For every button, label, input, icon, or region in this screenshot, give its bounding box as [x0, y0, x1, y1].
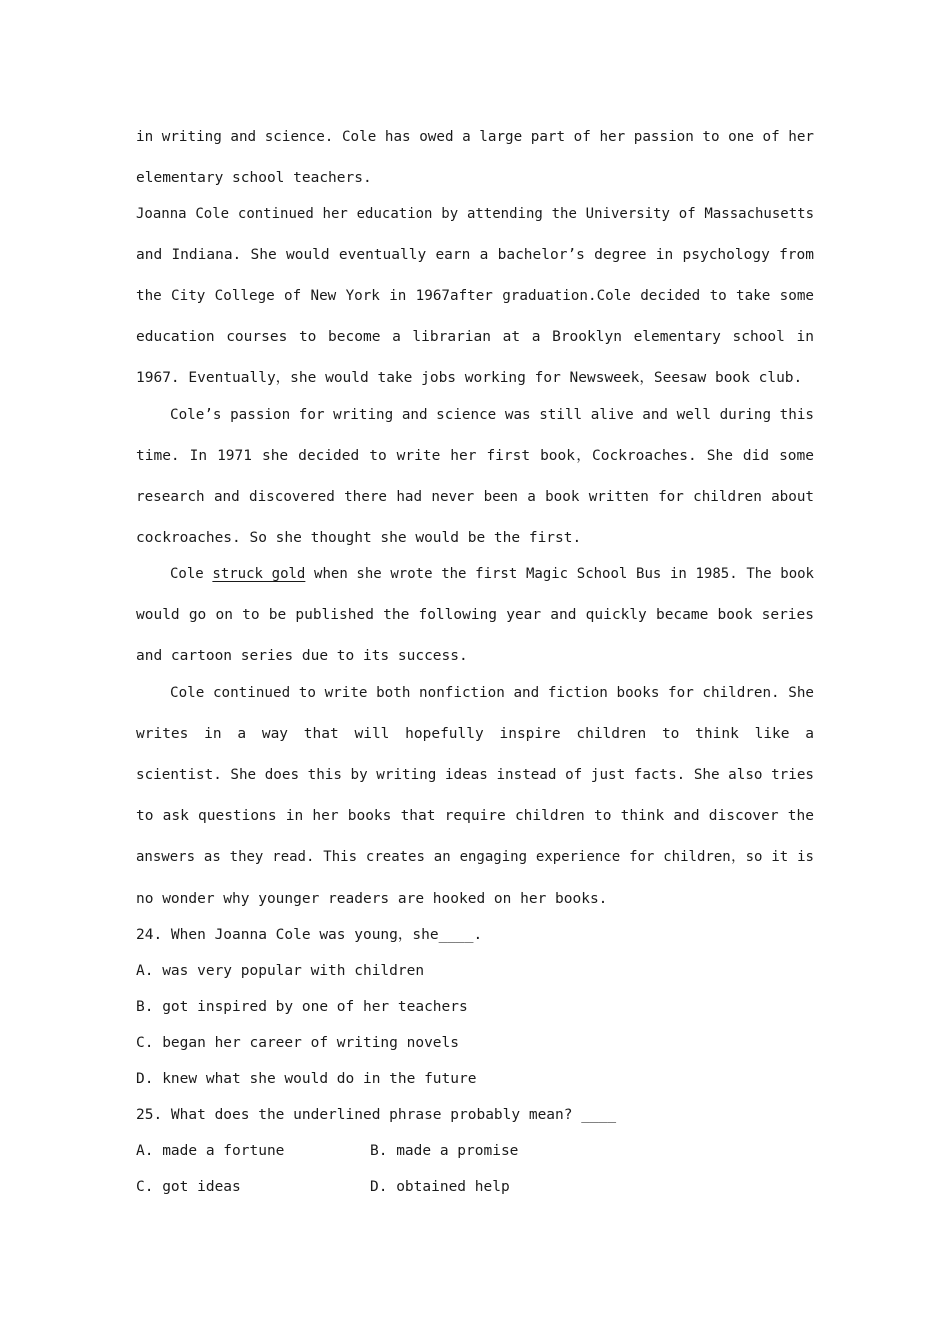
question-24-stem: 24. When Joanna Cole was young，she____.: [136, 927, 483, 943]
p3-line-3: research and discovered there had never been a book written for children about: [136, 489, 814, 505]
p5-line-6: no wonder why younger readers are hooked on her books.: [136, 891, 608, 907]
p1-line-2: elementary school teachers.: [136, 170, 372, 186]
question-24-option-a: A. was very popular with children: [136, 963, 425, 979]
p5-line-2: writes in a way that will hopefully inspire children to think like a: [136, 726, 814, 742]
p2-line-3: the City College of New York in 1967after graduation.Cole decided to take some: [136, 288, 814, 304]
question-24-option-b: B. got inspired by one of her teachers: [136, 999, 468, 1015]
p2-line-2: and Indiana. She would eventually earn a bachelor’s degree in psychology from: [136, 247, 814, 263]
p2-line-1: Joanna Cole continued her education by attending the University of Massachusetts: [136, 206, 814, 222]
p1-line-1: in writing and science. Cole has owed a large part of her passion to one of her: [136, 129, 814, 145]
p4-line-1: [136, 564, 814, 584]
question-25-option-d: D. obtained help: [370, 1179, 510, 1195]
question-25-option-a: A. made a fortune: [136, 1143, 285, 1159]
question-25-option-b: B. made a promise: [370, 1143, 519, 1159]
p5-line-4: to ask questions in her books that require children to think and discover the: [136, 808, 814, 824]
p5-line-5: answers as they read. This creates an engaging experience for children，so it is: [136, 849, 814, 865]
p4-line-3: and cartoon series due to its success.: [136, 648, 468, 664]
question-24-option-c: C. began her career of writing novels: [136, 1035, 460, 1051]
question-25-option-c: C. got ideas: [136, 1179, 241, 1195]
p5-line-1: Cole continued to write both nonfiction and fiction books for children. She: [170, 685, 814, 701]
p4-line-1-pre: Cole: [170, 566, 213, 582]
p4-line-1-post: when she wrote the first Magic School Bus in 1985. The book: [305, 566, 814, 582]
underlined-phrase: struck gold: [212, 566, 306, 582]
p2-line-4: education courses to become a librarian at a Brooklyn elementary school in: [136, 329, 814, 345]
p4-line-2: would go on to be published the following year and quickly became book series: [136, 607, 814, 623]
p3-line-1: Cole’s passion for writing and science was still alive and well during this: [170, 407, 814, 423]
question-24-option-d: D. knew what she would do in the future: [136, 1071, 477, 1087]
question-25-stem: 25. What does the underlined phrase probably mean? ____: [136, 1107, 617, 1123]
p5-line-3: scientist. She does this by writing ideas instead of just facts. She also tries: [136, 767, 814, 783]
p2-line-5: 1967. Eventually，she would take jobs working for Newsweek，Seesaw book club.: [136, 370, 803, 386]
p3-line-2: time. In 1971 she decided to write her first book，Cockroaches. She did some: [136, 448, 814, 464]
p3-line-4: cockroaches. So she thought she would be the first.: [136, 530, 582, 546]
